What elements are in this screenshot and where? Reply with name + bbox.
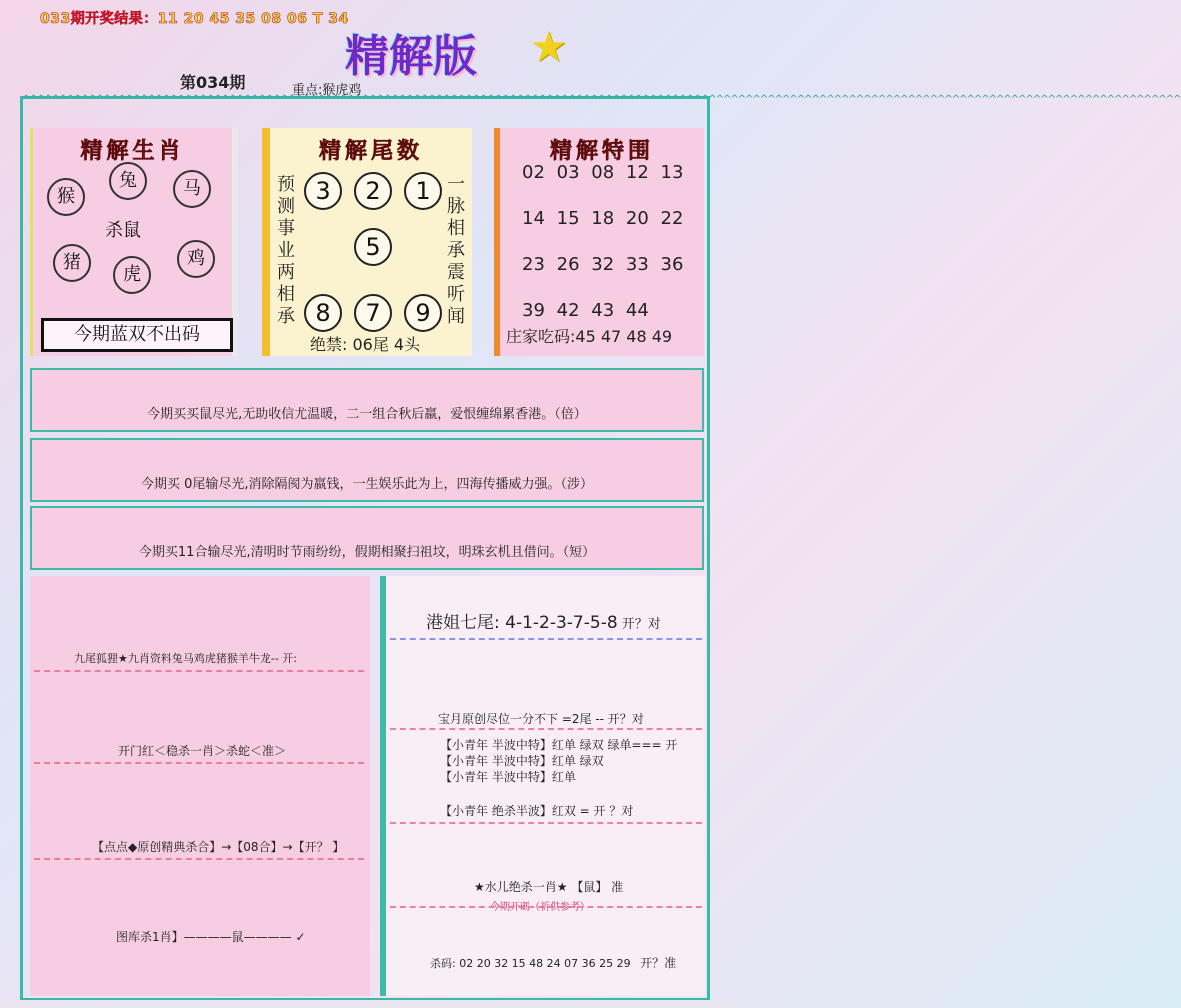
- kill-numbers-suffix: 开？准: [640, 956, 677, 970]
- right-tips-column: [380, 576, 705, 996]
- today-numbers-label: 今期开碼（祈供参考）: [490, 902, 590, 913]
- zodiac-panel-title: 精解生肖: [80, 138, 185, 164]
- tail-number-circle: 8: [304, 294, 342, 332]
- tail-number-circle: 5: [354, 228, 392, 266]
- tail-number-circle: 3: [304, 172, 342, 210]
- kill-zodiac-text: 杀鼠: [105, 220, 141, 241]
- bottom-strip: [0, 1000, 732, 1008]
- verse-text: 今期买11合输尽光,清明时节雨纷纷，假期相聚扫祖坟，明珠玄机且借问。（短）: [138, 545, 596, 560]
- zodiac-circle: 马: [173, 170, 211, 208]
- youth-line: 【小青年 半波中特】红单: [440, 770, 576, 784]
- dashed-separator: [34, 670, 364, 672]
- verse-text: 今期买 0尾输尽光,消除隔阂为嬴钱，一生娱乐此为上，四海传播威力强。（涉）: [140, 477, 594, 492]
- zodiac-circle: 猴: [47, 178, 85, 216]
- verse-text: 今期买买鼠尽光,无助收信尤温暖，二一组合秋后羸，爱恨缠绵累香港。（倍）: [147, 407, 587, 422]
- zodiac-circle: 鸡: [177, 240, 215, 278]
- zigzag-border-decoration: ^^^^^^^^^^^^^^^^^^^^^^^^^^^^^^^^^^^^^^^^^^^^^^^^^^^^^^^^^^^^^^^^^^^^^^^^^^^^^^^^^^^^^^^^^^^^^^^^^^^^^^^^^^^^^^^^^^^^^^^^^^^^^^^^^^^^^^^^^^^^^^^^^^^^^^^^^^^^^: [22, 94, 1181, 105]
- youth-line: 【小青年 绝杀半波】红双 = 开 ？对: [440, 804, 634, 818]
- hk-seven-text: 港姐七尾: 4-1-2-3-7-5-8: [426, 613, 618, 633]
- tail-number-circle: 7: [354, 294, 392, 332]
- kill-numbers-text: 杀码: 02 20 32 15 48 24 07 36 25 29: [430, 957, 631, 970]
- tail-panel-title: 精解尾数: [318, 138, 423, 164]
- left-tips-column: [30, 576, 370, 996]
- tail-number-circle: 9: [404, 294, 442, 332]
- nine-tail-fox-text: 九尾狐狸★九肖资料兔马鸡虎猪猴羊牛龙-- 开:: [74, 652, 298, 665]
- dashed-separator: [390, 822, 702, 824]
- tail-panel: [262, 128, 472, 356]
- dashed-separator: [390, 728, 702, 730]
- verse-band: [30, 368, 704, 432]
- zodiac-circle: 猪: [53, 244, 91, 282]
- verse-band: [30, 438, 704, 502]
- right-vertical-verse: 一脉相承震听闻: [447, 174, 465, 327]
- brand-title: 精解版: [345, 31, 477, 82]
- verse-band: [30, 506, 704, 570]
- special-panel-title: 精解特围: [549, 138, 654, 164]
- draw-result-line: 033期开奖结果：11 20 45 35 08 06 T 34: [40, 11, 349, 27]
- zodiac-circle: 虎: [113, 256, 151, 294]
- tail-number-circle: 2: [354, 172, 392, 210]
- water-kill-text: ★水儿绝杀一肖★ 【鼠】 准: [474, 880, 624, 894]
- special-numbers-panel: [494, 128, 704, 356]
- dashed-separator: [390, 638, 702, 640]
- youth-line: 【小青年 半波中特】红单 绿双: [440, 754, 604, 768]
- zodiac-panel: [30, 128, 238, 356]
- treasure-tail-text: 宝月原创尽位一分不下 =2尾 -- 开？对: [438, 712, 644, 726]
- focus-label: 重点:猴虎鸡: [292, 83, 362, 98]
- blue-notice-box: 今期蓝双不出码: [41, 318, 233, 352]
- library-kill-text: 图库杀1肖】————鼠———— ✓: [116, 930, 306, 944]
- dashed-separator: [390, 906, 702, 908]
- special-number-row: 14 15 18 20 22: [522, 208, 684, 229]
- kill-numbers-line: [430, 954, 676, 971]
- tail-number-circle: 1: [404, 172, 442, 210]
- left-vertical-verse: 预测事业两相承: [277, 174, 295, 327]
- hk-seven-suffix: 开？对: [621, 617, 661, 632]
- hk-seven-label: [426, 608, 661, 633]
- special-number-row: 23 26 32 33 36: [522, 254, 684, 275]
- youth-line: 【小青年 半波中特】红单 绿双 绿单=== 开: [440, 738, 678, 752]
- star-icon: ★: [530, 22, 568, 71]
- dashed-separator: [34, 762, 364, 764]
- special-number-row: 39 42 43 44: [522, 300, 649, 321]
- issue-label: 第034期: [180, 73, 246, 92]
- dashed-separator: [34, 858, 364, 860]
- classic-kill-text: 【点点◆原创精典杀合】→【08合】→【开？ 】: [92, 840, 345, 854]
- dealer-numbers-line: 庄家吃码:45 47 48 49: [506, 327, 673, 346]
- red-gate-text: 开门红＜稳杀一肖＞杀蛇＜准＞: [118, 744, 287, 758]
- special-number-row: 02 03 08 12 13: [522, 162, 684, 183]
- forbidden-tail-text: 绝禁: 06尾 4头: [310, 335, 421, 354]
- zodiac-circle: 兔: [109, 162, 147, 200]
